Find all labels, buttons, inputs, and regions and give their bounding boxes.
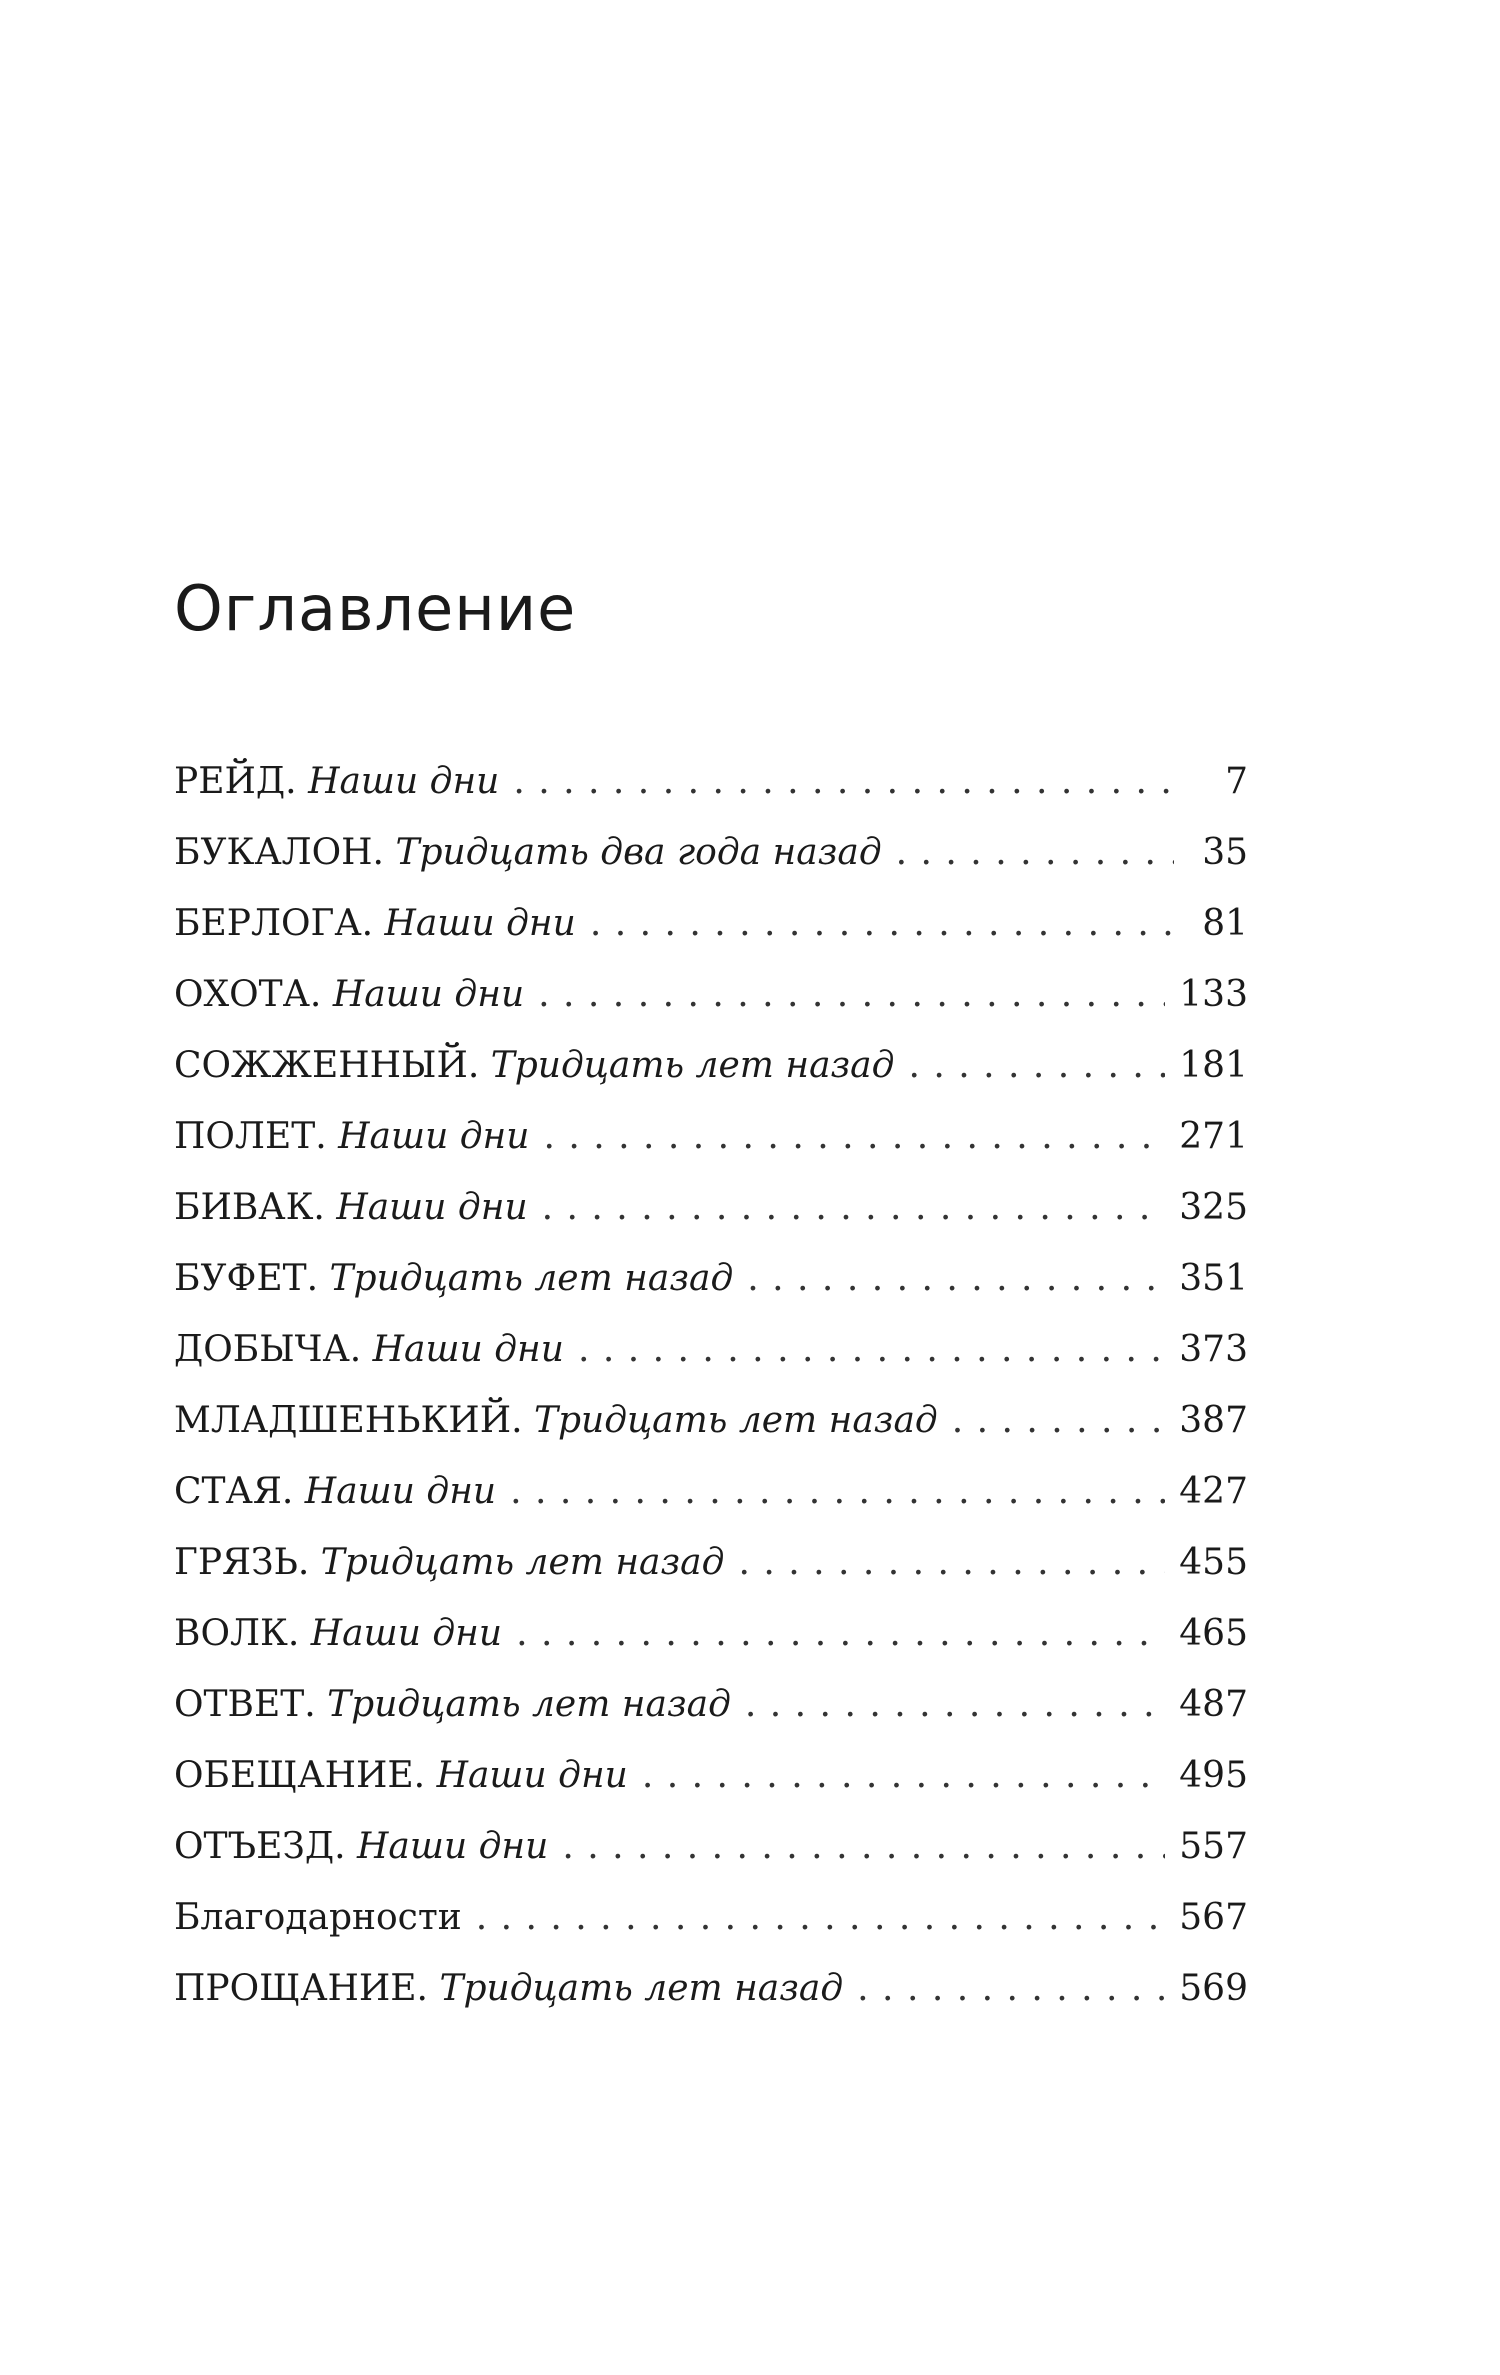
toc-page-number: 465 — [1179, 1613, 1248, 1654]
toc-entry — [174, 1882, 1248, 1953]
dot-leader — [516, 1598, 1165, 1669]
toc-chapter-subtitle: Тридцать лет назад — [320, 1542, 725, 1583]
toc-chapter-name: ДОБЫЧА. — [174, 1329, 362, 1370]
dot-leader — [590, 888, 1174, 959]
toc-entry — [174, 1740, 1248, 1811]
toc-page-number: 325 — [1179, 1187, 1248, 1228]
toc-chapter-name: БИВАК. — [174, 1187, 325, 1228]
toc-entry — [174, 1527, 1248, 1598]
toc-entry — [174, 1456, 1248, 1527]
toc-chapter-subtitle: Тридцать два года назад — [395, 832, 882, 873]
toc-chapter-name: Благодарности — [174, 1897, 462, 1938]
toc-chapter-subtitle: Наши дни — [338, 1116, 530, 1157]
toc-page-number: 427 — [1179, 1471, 1248, 1512]
toc-chapter-subtitle: Наши дни — [332, 974, 525, 1015]
toc-chapter-subtitle: Тридцать лет назад — [439, 1968, 844, 2009]
toc-entry-label — [174, 1243, 733, 1314]
toc-chapter-name: ВОЛК. — [174, 1613, 300, 1654]
dot-leader — [476, 1882, 1166, 1953]
toc-chapter-name: ОБЕЩАНИЕ. — [174, 1755, 426, 1796]
toc-entry-label — [174, 1385, 938, 1456]
toc-entry-label — [174, 1598, 502, 1669]
dot-leader — [510, 1456, 1165, 1527]
dot-leader — [896, 817, 1174, 888]
dot-leader — [513, 746, 1174, 817]
toc-chapter-name: ОТЪЕЗД. — [174, 1826, 346, 1867]
toc-entry — [174, 817, 1248, 888]
toc-chapter-subtitle: Тридцать лет назад — [534, 1400, 938, 1441]
toc-entry-label — [174, 1456, 496, 1527]
toc-entry-label — [174, 1740, 628, 1811]
dot-leader — [738, 1527, 1165, 1598]
toc-entry-label — [174, 1314, 564, 1385]
toc-page-number: 35 — [1202, 832, 1248, 873]
toc-chapter-subtitle: Тридцать лет назад — [329, 1258, 734, 1299]
toc-chapter-subtitle: Наши дни — [336, 1187, 528, 1228]
toc-entry — [174, 1243, 1248, 1314]
dot-leader — [642, 1740, 1165, 1811]
toc-entry — [174, 746, 1248, 817]
toc-entry-label — [174, 1882, 462, 1953]
dot-leader — [578, 1314, 1165, 1385]
toc-chapter-name: ОТВЕТ. — [174, 1684, 316, 1725]
toc-entry-label — [174, 1101, 529, 1172]
toc-chapter-subtitle: Наши дни — [304, 1471, 497, 1512]
toc-entry — [174, 1811, 1248, 1882]
toc-chapter-subtitle: Наши дни — [308, 761, 500, 802]
toc-chapter-subtitle: Наши дни — [357, 1826, 549, 1867]
dot-leader — [952, 1385, 1166, 1456]
dot-leader — [908, 1030, 1165, 1101]
dot-leader — [543, 1101, 1165, 1172]
toc-entry-label — [174, 746, 499, 817]
toc-page-number: 557 — [1179, 1826, 1248, 1867]
toc-entry-label — [174, 959, 524, 1030]
toc-entry — [174, 1030, 1248, 1101]
toc-entry-label — [174, 888, 576, 959]
toc-chapter-name: СОЖЖЕННЫЙ. — [174, 1045, 480, 1086]
toc-chapter-subtitle: Наши дни — [384, 903, 576, 944]
toc-chapter-name: БЕРЛОГА. — [174, 903, 374, 944]
toc-entry — [174, 888, 1248, 959]
toc-page-number: 567 — [1179, 1897, 1248, 1938]
page-title: Оглавление — [174, 572, 577, 645]
toc-page-number: 495 — [1179, 1755, 1248, 1796]
toc-chapter-name: ПОЛЕТ. — [174, 1116, 327, 1157]
toc-chapter-name: МЛАДШЕНЬКИЙ. — [174, 1400, 523, 1441]
toc-entry — [174, 1101, 1248, 1172]
toc-chapter-subtitle: Тридцать лет назад — [327, 1684, 731, 1725]
toc-page-number: 569 — [1179, 1968, 1248, 2009]
dot-leader — [745, 1669, 1165, 1740]
toc-page-number: 373 — [1179, 1329, 1248, 1370]
dot-leader — [538, 959, 1165, 1030]
toc-entry — [174, 1385, 1248, 1456]
toc-page-number: 351 — [1179, 1258, 1248, 1299]
dot-leader — [857, 1953, 1165, 2024]
toc-page-number: 487 — [1179, 1684, 1248, 1725]
toc-chapter-subtitle: Тридцать лет назад — [490, 1045, 895, 1086]
toc-chapter-name: БУКАЛОН. — [174, 832, 384, 873]
toc-entry — [174, 1953, 1248, 2024]
toc-page-number: 455 — [1179, 1542, 1248, 1583]
toc-chapter-name: РЕЙД. — [174, 761, 297, 802]
toc-entry-label — [174, 1030, 894, 1101]
toc-page-number: 7 — [1225, 761, 1248, 802]
toc-page-number: 81 — [1202, 903, 1248, 944]
toc-entry-label — [174, 1527, 724, 1598]
toc-entry-label — [174, 817, 882, 888]
toc-entry — [174, 1172, 1248, 1243]
table-of-contents — [174, 746, 1248, 2024]
dot-leader — [747, 1243, 1165, 1314]
toc-entry — [174, 959, 1248, 1030]
toc-page-number: 271 — [1179, 1116, 1248, 1157]
dot-leader — [562, 1811, 1165, 1882]
toc-entry-label — [174, 1669, 731, 1740]
toc-chapter-name: ОХОТА. — [174, 974, 322, 1015]
toc-chapter-name: ГРЯЗЬ. — [174, 1542, 310, 1583]
dot-leader — [542, 1172, 1166, 1243]
toc-chapter-name: ПРОЩАНИЕ. — [174, 1968, 428, 2009]
toc-chapter-subtitle: Наши дни — [310, 1613, 503, 1654]
toc-chapter-subtitle: Наши дни — [372, 1329, 564, 1370]
toc-entry-label — [174, 1953, 843, 2024]
toc-entry — [174, 1598, 1248, 1669]
toc-entry-label — [174, 1172, 528, 1243]
toc-entry — [174, 1669, 1248, 1740]
toc-chapter-name: БУФЕТ. — [174, 1258, 319, 1299]
toc-entry — [174, 1314, 1248, 1385]
toc-chapter-name: СТАЯ. — [174, 1471, 294, 1512]
toc-chapter-subtitle: Наши дни — [436, 1755, 628, 1796]
toc-page-number: 181 — [1179, 1045, 1248, 1086]
toc-page-number: 387 — [1179, 1400, 1248, 1441]
toc-page-number: 133 — [1179, 974, 1248, 1015]
toc-entry-label — [174, 1811, 548, 1882]
